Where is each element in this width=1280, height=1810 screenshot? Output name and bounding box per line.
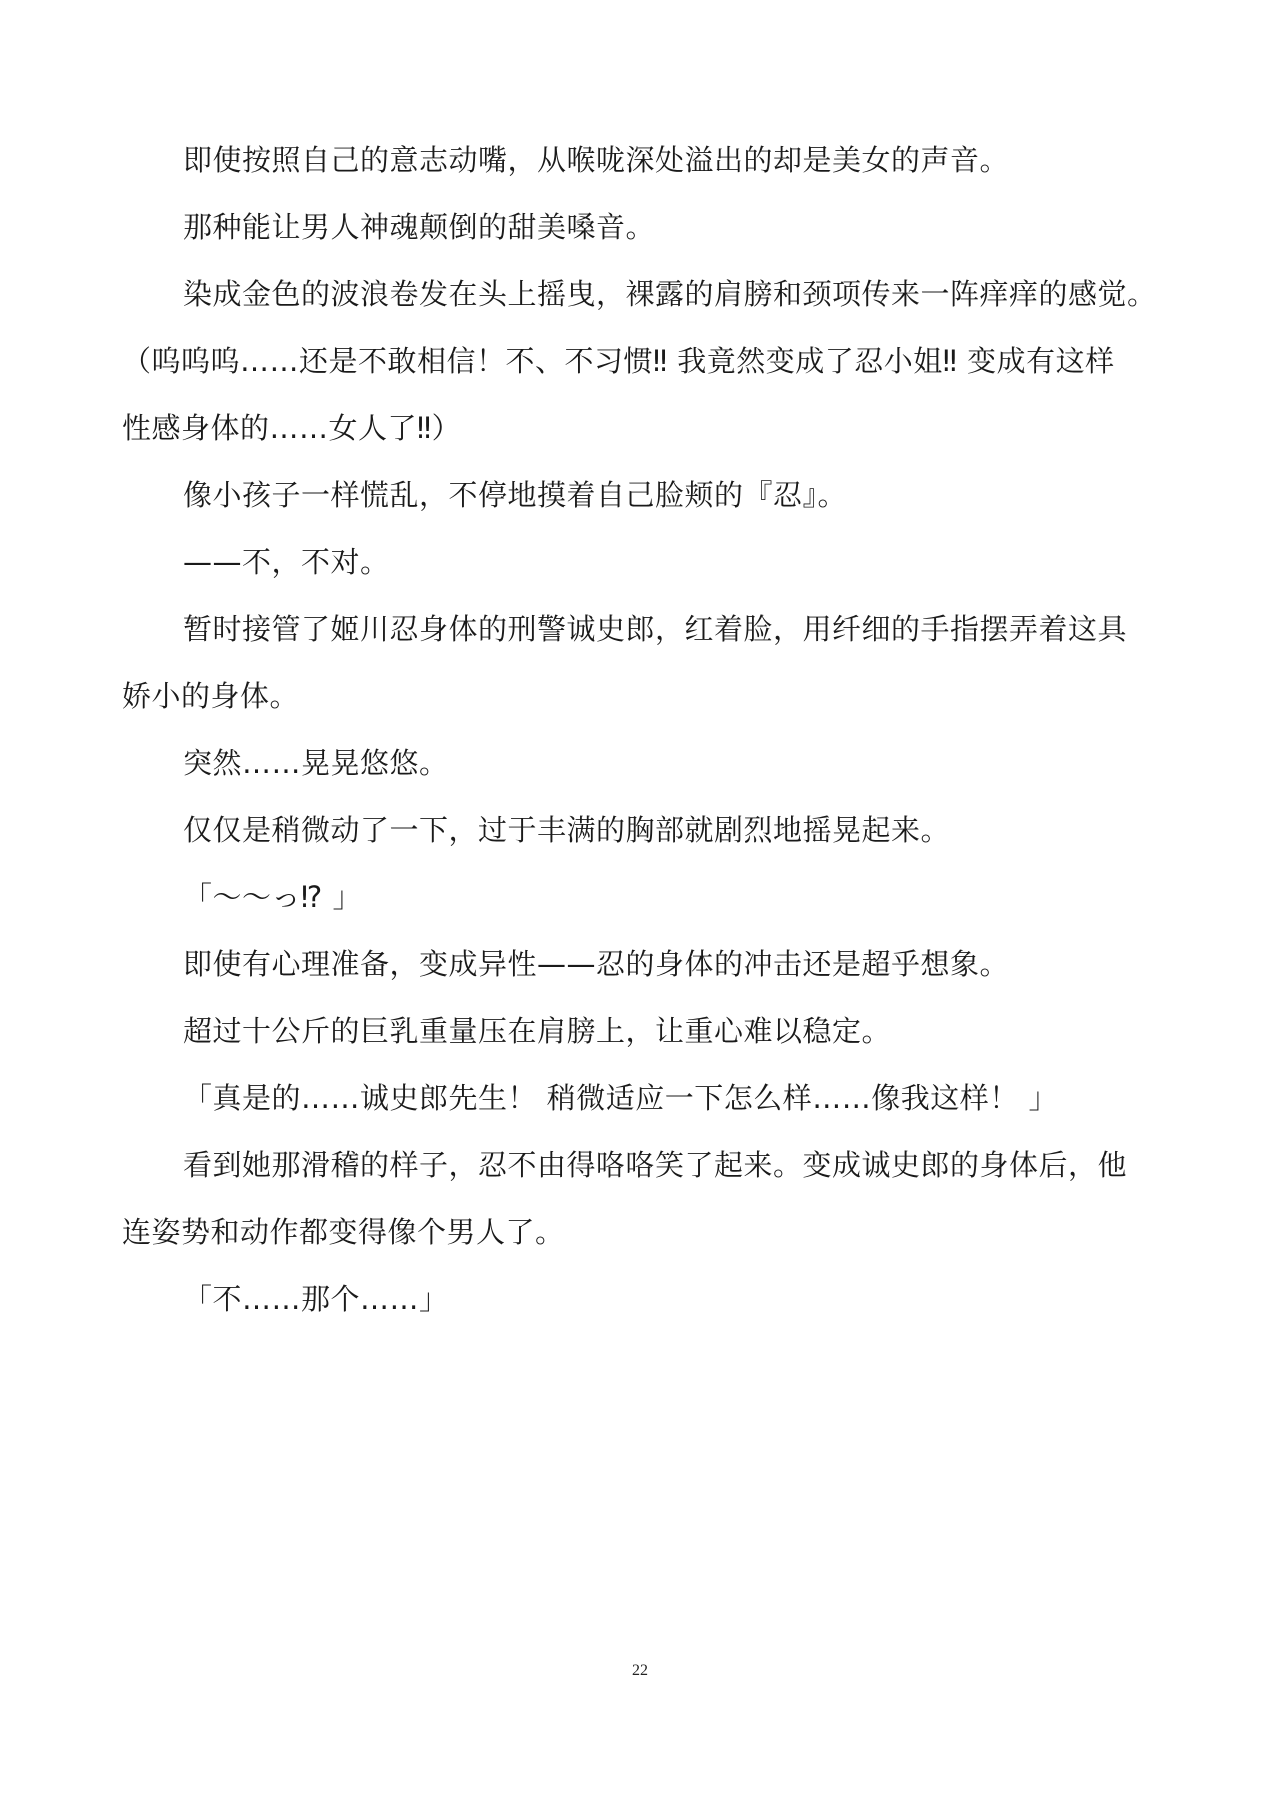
paragraph-line: 性感身体的……女人了‼）: [122, 411, 462, 445]
page-number: 22: [632, 1662, 648, 1679]
paragraph-line: 那种能让男人神魂颠倒的甜美嗓音。: [183, 210, 656, 244]
paragraph-line: 「～～っ⁉ 」: [183, 880, 362, 914]
paragraph-line: 看到她那滑稽的样子，忍不由得咯咯笑了起来。变成诚史郎的身体后，他: [183, 1148, 1128, 1182]
paragraph-line: 即使按照自己的意志动嘴，从喉咙深处溢出的却是美女的声音。: [183, 143, 1010, 177]
paragraph-line: 超过十公斤的巨乳重量压在肩膀上，让重心难以稳定。: [183, 1014, 892, 1048]
paragraph-line: ——不，不对。: [183, 545, 390, 579]
paragraph-line: 即使有心理准备，变成异性——忍的身体的冲击还是超乎想象。: [183, 947, 1010, 981]
paragraph-line: （呜呜呜……还是不敢相信！不、不习惯‼ 我竟然变成了忍小姐‼ 变成有这样: [122, 344, 1115, 378]
paragraph-line: 「不……那个……」: [183, 1282, 449, 1316]
paragraph-line: 连姿势和动作都变得像个男人了。: [122, 1215, 565, 1249]
paragraph-line: 暂时接管了姬川忍身体的刑警诚史郎，红着脸，用纤细的手指摆弄着这具: [183, 612, 1128, 646]
paragraph-line: 娇小的身体。: [122, 679, 300, 713]
paragraph-line: 仅仅是稍微动了一下，过于丰满的胸部就剧烈地摇晃起来。: [183, 813, 951, 847]
paragraph-line: 像小孩子一样慌乱，不停地摸着自己脸颊的『忍』。: [183, 478, 848, 512]
paragraph-line: 染成金色的波浪卷发在头上摇曳，裸露的肩膀和颈项传来一阵痒痒的感觉。: [183, 277, 1157, 311]
paragraph-line: 「真是的……诚史郎先生！ 稍微适应一下怎么样……像我这样！ 」: [183, 1081, 1058, 1115]
body-text: [122, 127, 1172, 1333]
paragraph-line: 突然……晃晃悠悠。: [183, 746, 449, 780]
